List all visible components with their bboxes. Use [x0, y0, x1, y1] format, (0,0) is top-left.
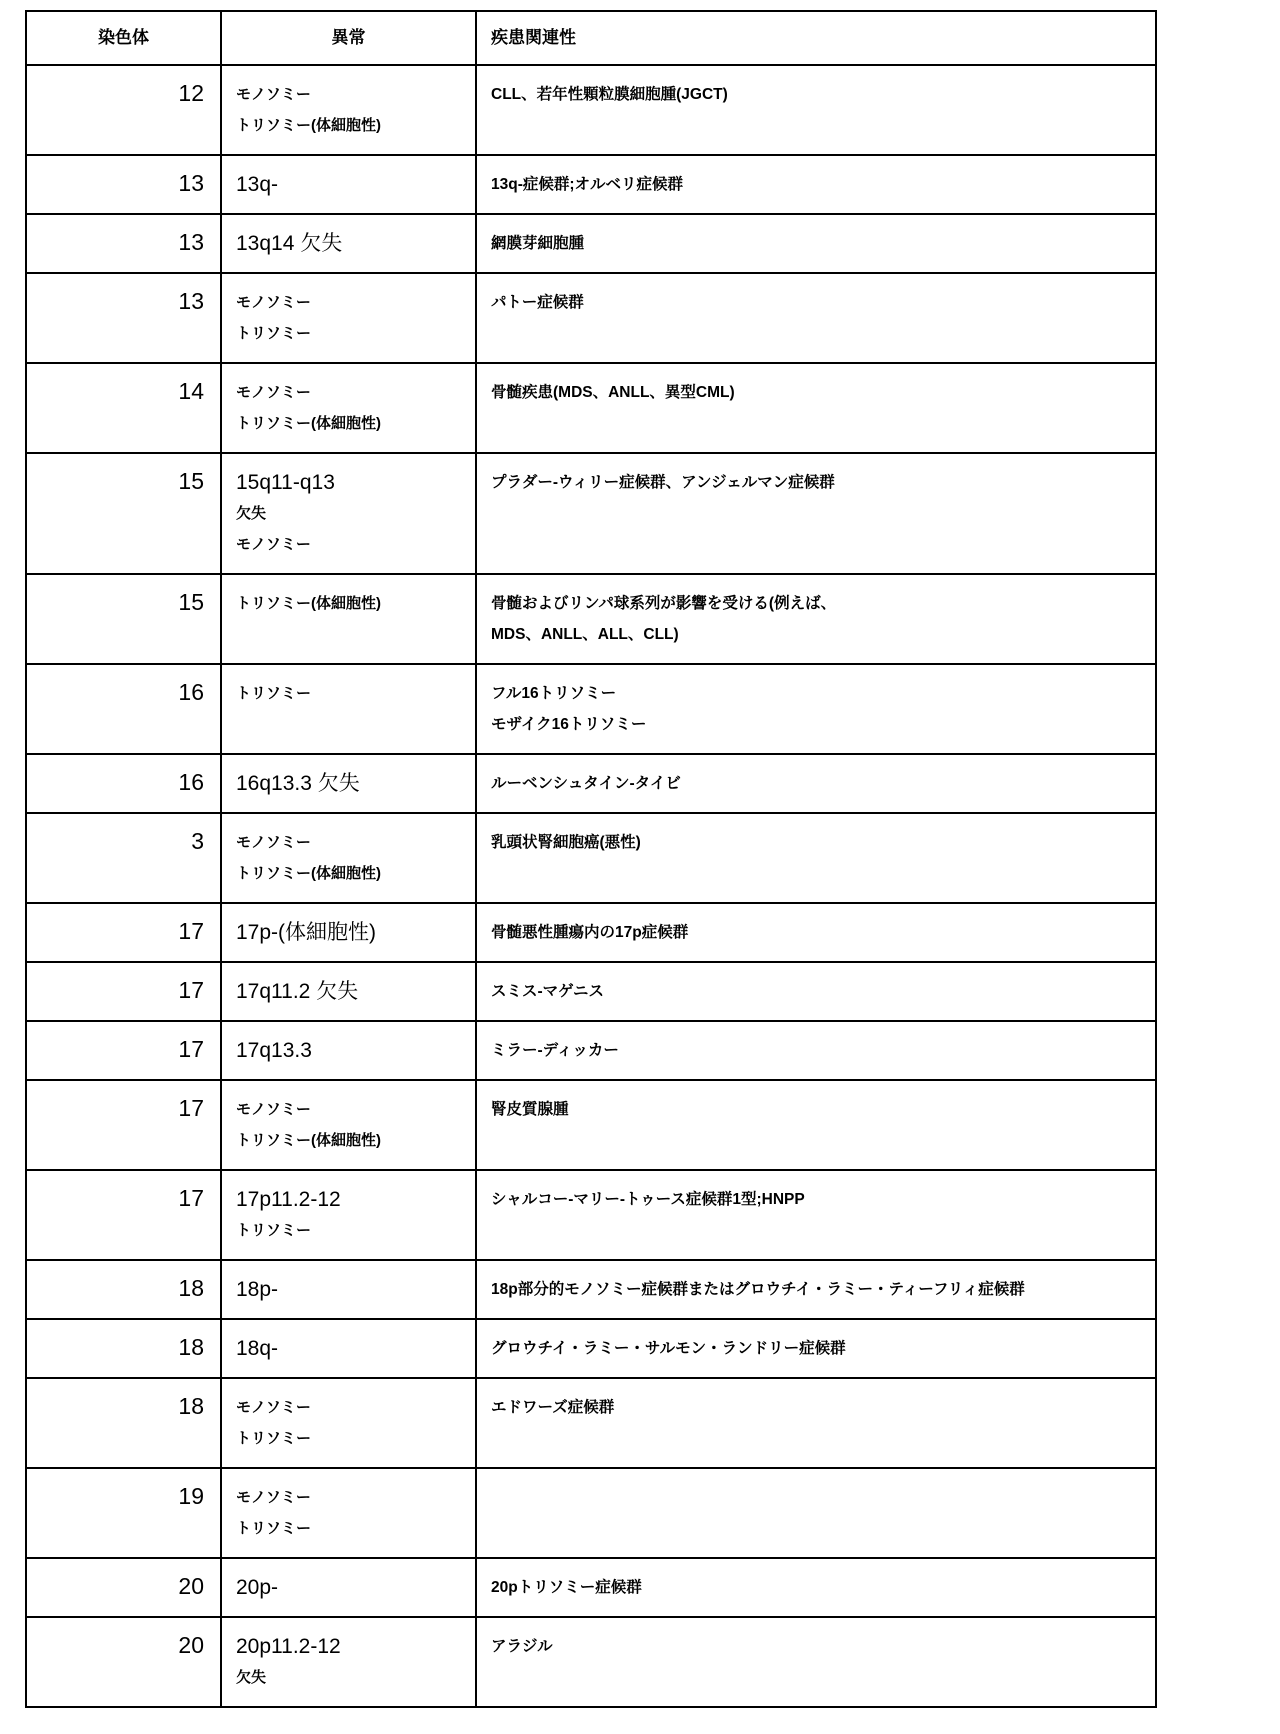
- table-row: [26, 1080, 1156, 1170]
- table-row: [26, 813, 1156, 903]
- disease-cell: [476, 574, 1156, 664]
- abnormality-line: 16q13.3 欠失: [236, 772, 360, 795]
- disease-cell: [476, 1319, 1156, 1378]
- table-row: [26, 903, 1156, 962]
- chromosome-number: 17: [178, 1036, 204, 1062]
- disease-line: グロウチイ・ラミー・サルモン・ランドリー症候群: [491, 1340, 846, 1357]
- abnormality-cell: [221, 273, 476, 363]
- table-row: [26, 1319, 1156, 1378]
- abnormality-line: モノソミー: [236, 384, 311, 401]
- table-row: [26, 1558, 1156, 1617]
- chromosome-cell: [26, 453, 221, 574]
- chromosome-number: 20: [178, 1632, 204, 1658]
- disease-cell: [476, 273, 1156, 363]
- abnormality-line: モノソミー: [236, 1101, 311, 1118]
- disease-cell: [476, 1170, 1156, 1260]
- table-row: [26, 273, 1156, 363]
- disease-line: MDS、ANLL、ALL、CLL): [491, 626, 679, 643]
- chromosome-number: 13: [178, 229, 204, 255]
- chromosome-cell: [26, 1260, 221, 1319]
- chromosome-cell: [26, 664, 221, 754]
- abnormality-line: 18q-: [236, 1337, 279, 1360]
- abnormality-line: 20p-: [236, 1576, 279, 1599]
- abnormality-line: 17q13.3: [236, 1039, 312, 1062]
- table-row: [26, 1170, 1156, 1260]
- abnormality-cell: [221, 65, 476, 155]
- chromosome-cell: [26, 1617, 221, 1707]
- header-row: [26, 11, 1156, 65]
- table-row: [26, 214, 1156, 273]
- table-row: [26, 574, 1156, 664]
- table-row: [26, 1021, 1156, 1080]
- abnormality-cell: [221, 754, 476, 813]
- header-disease-association: 疾患関連性: [476, 11, 1156, 65]
- abnormality-cell: [221, 962, 476, 1021]
- chromosome-cell: [26, 214, 221, 273]
- table-row: [26, 962, 1156, 1021]
- abnormality-cell: [221, 1260, 476, 1319]
- disease-line: モザイク16トリソミー: [491, 716, 647, 733]
- disease-line: 網膜芽細胞腫: [491, 235, 585, 252]
- chromosome-number: 20: [178, 1573, 204, 1599]
- chromosome-number: 17: [178, 977, 204, 1003]
- chromosome-number: 15: [178, 589, 204, 615]
- disease-line: 骨髄疾患(MDS、ANLL、異型CML): [491, 384, 735, 401]
- chromosome-number: 13: [178, 170, 204, 196]
- chromosome-cell: [26, 1170, 221, 1260]
- chromosome-cell: [26, 65, 221, 155]
- abnormality-cell: [221, 1617, 476, 1707]
- abnormality-line: 17p-(体細胞性): [236, 921, 377, 944]
- disease-cell: [476, 1468, 1156, 1558]
- abnormality-line: モノソミー: [236, 86, 311, 103]
- chromosome-cell: [26, 1021, 221, 1080]
- table-row: [26, 1617, 1156, 1707]
- abnormality-line: トリソミー: [236, 325, 312, 342]
- abnormality-line: 20p11.2-12: [236, 1635, 341, 1658]
- abnormality-cell: [221, 1558, 476, 1617]
- chromosome-number: 14: [178, 378, 204, 404]
- abnormality-line: トリソミー(体細胞性): [236, 595, 381, 612]
- abnormality-line: 欠失: [236, 1669, 267, 1686]
- chromosome-number: 16: [178, 769, 204, 795]
- abnormality-line: 13q14 欠失: [236, 232, 343, 255]
- abnormality-line: モノソミー: [236, 536, 311, 553]
- abnormality-line: モノソミー: [236, 1399, 311, 1416]
- disease-cell: [476, 1617, 1156, 1707]
- disease-line: 18p部分的モノソミー症候群またはグロウチイ・ラミー・ティーフリィ症候群: [491, 1281, 1025, 1298]
- disease-line: パトー症候群: [491, 294, 584, 311]
- abnormality-cell: [221, 1319, 476, 1378]
- disease-cell: [476, 65, 1156, 155]
- abnormality-line: 欠失: [236, 505, 267, 522]
- disease-cell: [476, 664, 1156, 754]
- abnormality-line: モノソミー: [236, 294, 311, 311]
- abnormality-line: トリソミー(体細胞性): [236, 117, 381, 134]
- table-row: [26, 1378, 1156, 1468]
- chromosome-number: 12: [178, 80, 204, 106]
- chromosome-cell: [26, 813, 221, 903]
- disease-line: 腎皮質腺腫: [491, 1101, 569, 1118]
- chromosome-number: 18: [178, 1393, 204, 1419]
- disease-line: 13q-症候群;オルベリ症候群: [491, 176, 684, 193]
- disease-cell: [476, 1558, 1156, 1617]
- chromosome-number: 19: [178, 1483, 204, 1509]
- chromosome-cell: [26, 363, 221, 453]
- abnormality-cell: [221, 1170, 476, 1260]
- abnormality-line: トリソミー(体細胞性): [236, 1132, 381, 1149]
- chromosome-number: 16: [178, 679, 204, 705]
- abnormality-line: モノソミー: [236, 1489, 311, 1506]
- abnormality-cell: [221, 903, 476, 962]
- chromosome-cell: [26, 1378, 221, 1468]
- disease-cell: [476, 155, 1156, 214]
- disease-line: シャルコー-マリー-トゥース症候群1型;HNPP: [491, 1191, 805, 1208]
- abnormality-cell: [221, 453, 476, 574]
- abnormality-line: 18p-: [236, 1278, 279, 1301]
- table-row: [26, 65, 1156, 155]
- abnormality-cell: [221, 214, 476, 273]
- disease-line: 20pトリソミー症候群: [491, 1579, 642, 1596]
- disease-line: フル16トリソミー: [491, 685, 617, 702]
- disease-line: ミラー-ディッカー: [491, 1042, 619, 1059]
- abnormality-line: トリソミー: [236, 1520, 312, 1537]
- header-chromosome: 染色体: [26, 11, 221, 65]
- disease-cell: [476, 962, 1156, 1021]
- disease-line: スミス-マゲニス: [491, 983, 605, 1000]
- chromosome-cell: [26, 754, 221, 813]
- abnormality-cell: [221, 1080, 476, 1170]
- disease-cell: [476, 754, 1156, 813]
- chromosome-number: 17: [178, 1095, 204, 1121]
- abnormality-line: トリソミー(体細胞性): [236, 865, 381, 882]
- table-row: [26, 1260, 1156, 1319]
- table-row: [26, 155, 1156, 214]
- chromosome-number: 3: [191, 828, 204, 854]
- chromosome-cell: [26, 962, 221, 1021]
- chromosome-abnormality-table: [25, 10, 1157, 1708]
- table-row: [26, 664, 1156, 754]
- abnormality-line: 13q-: [236, 173, 279, 196]
- abnormality-line: トリソミー: [236, 1222, 312, 1239]
- abnormality-line: 17q11.2 欠失: [236, 980, 359, 1003]
- table-row: [26, 1468, 1156, 1558]
- disease-line: アラジル: [491, 1638, 553, 1655]
- abnormality-line: トリソミー: [236, 685, 312, 702]
- abnormality-cell: [221, 155, 476, 214]
- table-header: [26, 11, 1156, 65]
- chromosome-cell: [26, 903, 221, 962]
- disease-line: 骨髄およびリンパ球系列が影響を受ける(例えば、: [491, 595, 837, 612]
- chromosome-cell: [26, 1080, 221, 1170]
- abnormality-cell: [221, 574, 476, 664]
- table-row: [26, 754, 1156, 813]
- disease-cell: [476, 903, 1156, 962]
- chromosome-number: 13: [178, 288, 204, 314]
- chromosome-number: 17: [178, 918, 204, 944]
- disease-line: CLL、若年性顆粒膜細胞腫(JGCT): [491, 86, 728, 103]
- chromosome-number: 18: [178, 1334, 204, 1360]
- chromosome-cell: [26, 155, 221, 214]
- abnormality-line: 17p11.2-12: [236, 1188, 341, 1211]
- disease-cell: [476, 1080, 1156, 1170]
- disease-cell: [476, 1021, 1156, 1080]
- table-row: [26, 363, 1156, 453]
- table-body: [26, 65, 1156, 1707]
- abnormality-cell: [221, 664, 476, 754]
- abnormality-cell: [221, 363, 476, 453]
- chromosome-cell: [26, 1319, 221, 1378]
- disease-line: エドワーズ症候群: [491, 1399, 615, 1416]
- disease-line: ルーベンシュタイン-タイビ: [491, 775, 681, 792]
- disease-line: 乳頭状腎細胞癌(悪性): [491, 834, 641, 851]
- disease-cell: [476, 813, 1156, 903]
- abnormality-line: モノソミー: [236, 834, 311, 851]
- table-row: [26, 453, 1156, 574]
- abnormality-cell: [221, 813, 476, 903]
- header-abnormality: 異常: [221, 11, 476, 65]
- chromosome-number: 18: [178, 1275, 204, 1301]
- chromosome-number: 15: [178, 468, 204, 494]
- abnormality-line: トリソミー(体細胞性): [236, 415, 381, 432]
- chromosome-cell: [26, 1468, 221, 1558]
- disease-cell: [476, 1260, 1156, 1319]
- abnormality-cell: [221, 1468, 476, 1558]
- chromosome-cell: [26, 273, 221, 363]
- disease-cell: [476, 214, 1156, 273]
- disease-line: 骨髄悪性腫瘍内の17p症候群: [491, 924, 689, 941]
- chromosome-cell: [26, 1558, 221, 1617]
- disease-line: プラダー-ウィリー症候群、アンジェルマン症候群: [491, 474, 835, 491]
- chromosome-number: 17: [178, 1185, 204, 1211]
- abnormality-line: トリソミー: [236, 1430, 312, 1447]
- abnormality-cell: [221, 1378, 476, 1468]
- abnormality-cell: [221, 1021, 476, 1080]
- disease-cell: [476, 363, 1156, 453]
- abnormality-line: 15q11-q13: [236, 471, 335, 494]
- chromosome-cell: [26, 574, 221, 664]
- disease-cell: [476, 1378, 1156, 1468]
- disease-cell: [476, 453, 1156, 574]
